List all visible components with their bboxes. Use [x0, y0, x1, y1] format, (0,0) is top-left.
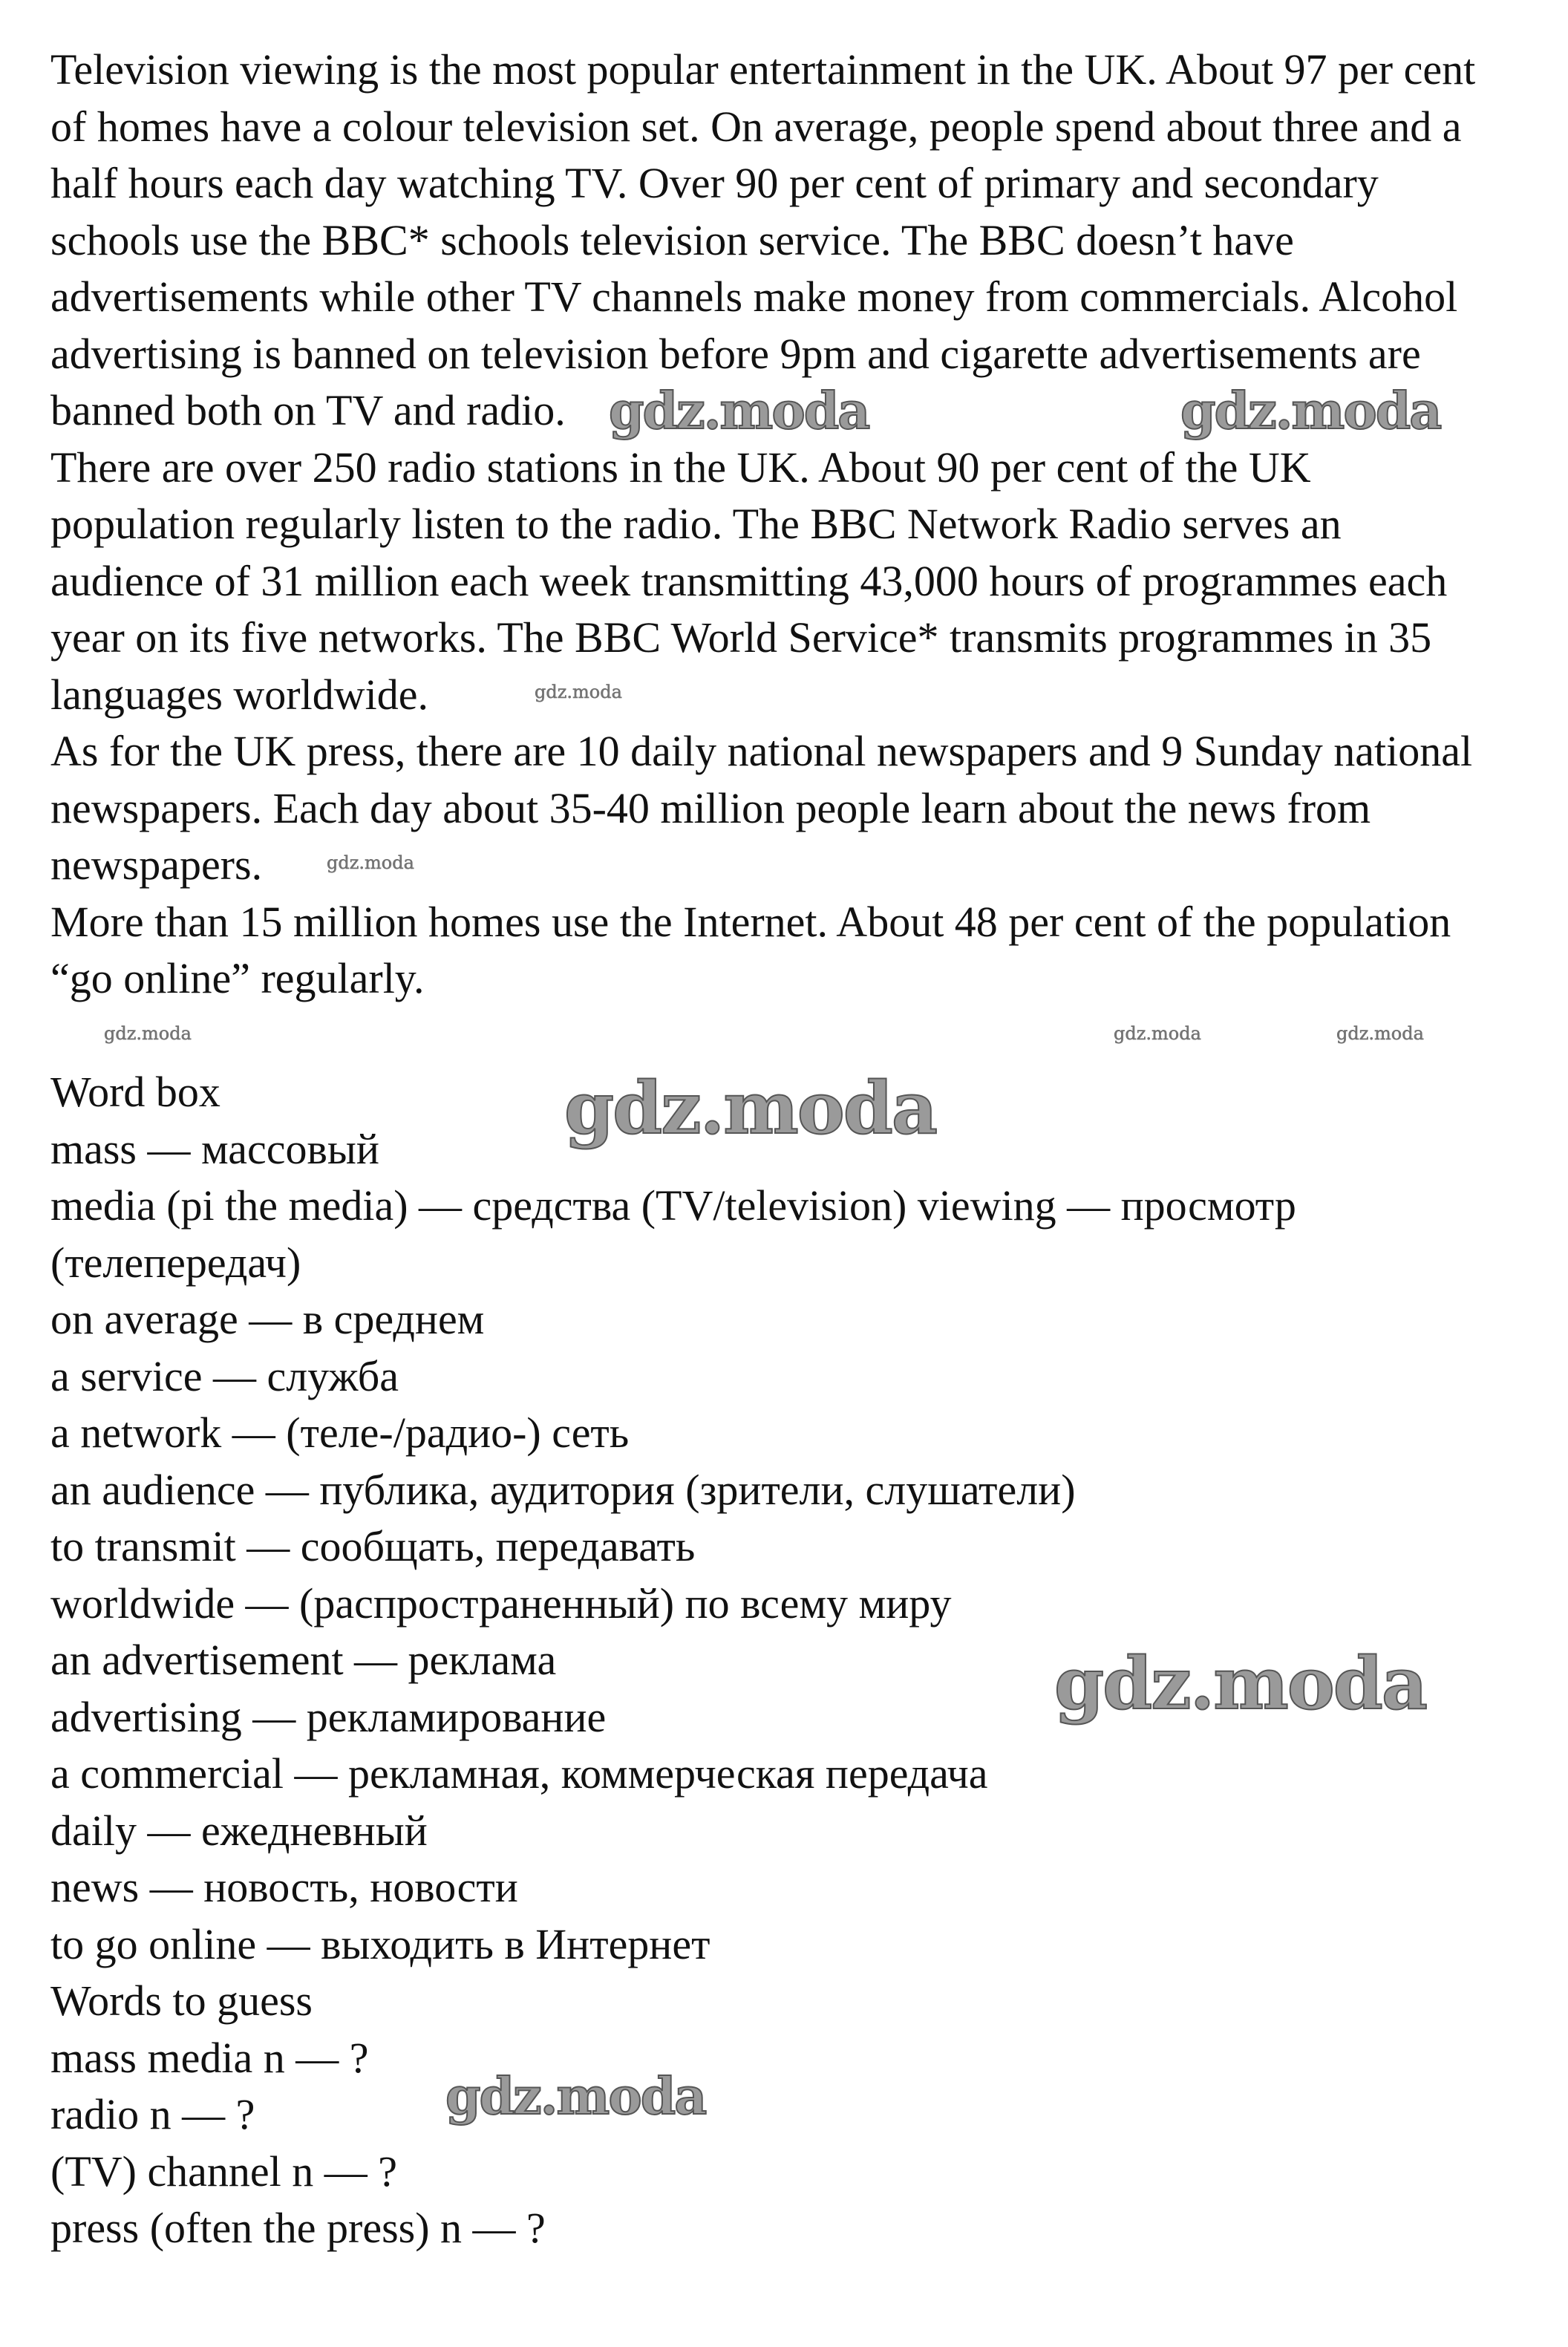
text-line: newspapers. [50, 840, 263, 889]
text-line: of homes have a colour television set. On average, people spend about three and a [50, 102, 1462, 151]
text-line: a service — служба [50, 1351, 399, 1400]
text-line: half hours each day watching TV. Over 90 per cent of primary and secondary [50, 159, 1379, 207]
text-line: press (often the press) n — ? [50, 2204, 546, 2252]
text-line: to transmit — сообщать, передавать [50, 1522, 696, 1570]
text-line: “go online” regularly. [50, 954, 425, 1002]
text-line: schools use the BBC* schools television service. The BBC doesn’t have [50, 215, 1294, 264]
text-line: an advertisement — реклама [50, 1636, 557, 1684]
text-line: There are over 250 radio stations in the UK. About 90 per cent of the UK [50, 443, 1311, 492]
text-line: a commercial — рекламная, коммерческая передача [50, 1749, 988, 1798]
text-line: (телепередач) [50, 1238, 301, 1287]
text-line: languages worldwide. [50, 670, 428, 719]
text-line: Word box [50, 1068, 220, 1116]
text-line: mass media n — ? [50, 2033, 369, 2082]
text-line: to go online — выходить в Интернет [50, 1919, 710, 1968]
watermark: gdz.moda [609, 382, 869, 441]
text-line: advertising — рекламирование [50, 1692, 607, 1741]
watermark: gdz.moda [445, 2067, 706, 2126]
watermark: gdz.moda [1114, 1023, 1201, 1044]
watermark: gdz.moda [535, 682, 622, 702]
text-line: year on its five networks. The BBC World Service* transmits programmes in 35 [50, 613, 1432, 662]
text-line [50, 1008, 1538, 1065]
text-line: a network — (теле-/радио-) сеть [50, 1408, 630, 1457]
text-line: worldwide — (распространенный) по всему миру [50, 1579, 952, 1628]
text-line: daily — ежедневный [50, 1806, 428, 1855]
watermark: gdz.moda [1054, 1642, 1427, 1726]
watermark: gdz.moda [564, 1066, 937, 1150]
watermark: gdz.moda [1336, 1023, 1424, 1044]
text-line: an audience — публика, аудитория (зрители, слушатели) [50, 1465, 1076, 1514]
text-line: As for the UK press, there are 10 daily national newspapers and 9 Sunday national [50, 727, 1473, 775]
text-line: advertisements while other TV channels make money from commercials. Alcohol [50, 272, 1458, 321]
watermark: gdz.moda [1180, 382, 1441, 441]
watermark: gdz.moda [104, 1023, 192, 1044]
text-line: audience of 31 million each week transmitting 43,000 hours of programmes each [50, 556, 1448, 605]
text-line: More than 15 million homes use the Internet. About 48 per cent of the population [50, 897, 1451, 946]
text-line: newspapers. Each day about 35-40 million people learn about the news from [50, 783, 1371, 832]
text-line: radio n — ? [50, 2090, 255, 2138]
text-line: Words to guess [50, 1976, 313, 2025]
text-line: (TV) channel n — ? [50, 2147, 398, 2196]
text-line: mass — массовый [50, 1124, 379, 1173]
text-line: news — новость, новости [50, 1863, 518, 1911]
text-line: Television viewing is the most popular entertainment in the UK. About 97 per cent [50, 45, 1476, 94]
text-line: on average — в среднем [50, 1295, 485, 1343]
text-line: population regularly listen to the radio. The BBC Network Radio serves an [50, 500, 1342, 548]
text-line: banned both on TV and radio. [50, 386, 566, 434]
text-line: media (pi the media) — средства (TV/television) viewing — просмотр [50, 1181, 1296, 1230]
watermark: gdz.moda [327, 852, 414, 873]
text-line: advertising is banned on television before 9pm and cigarette advertisements are [50, 329, 1421, 378]
